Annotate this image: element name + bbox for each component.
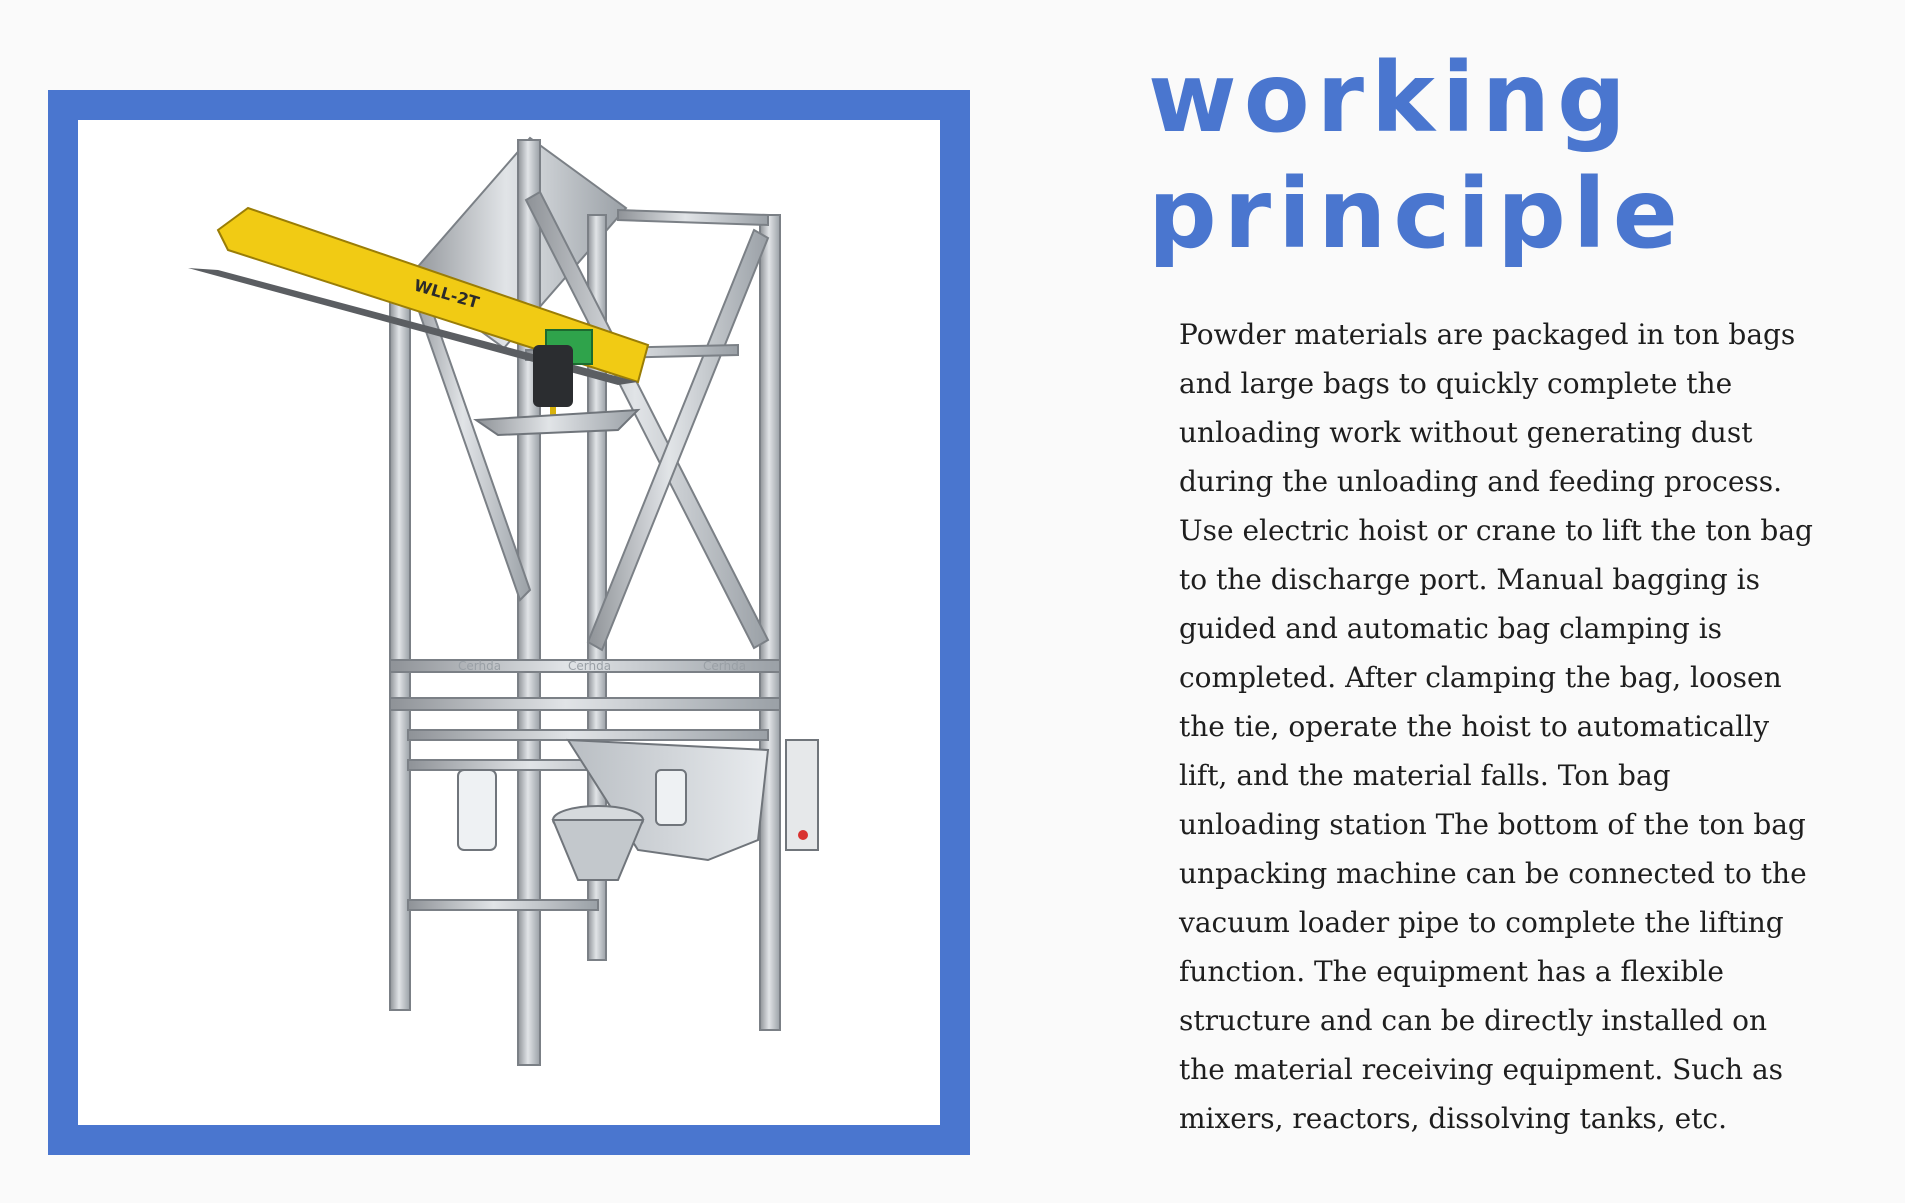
product-image-frame xyxy=(48,90,970,1155)
bag-unloading-station-illustration xyxy=(78,120,940,1125)
section-title xyxy=(1148,40,1685,272)
rail-label-center: Cerhda xyxy=(568,659,612,673)
beam-load-label: WLL-2T xyxy=(411,275,482,313)
description-paragraph: Powder materials are packaged in ton bags and large bags to quickly complete the unloading work without generating dust during the unloading and feeding process. Use electric hoist or crane to lift the ton bag to the discharge port. Manual bagging is guided and automatic bag clamping is completed. After clamping the bag, loosen the tie, operate the hoist to automatically lift, and the material falls. Ton bag unloading station The bottom of the ton bag unpacking machine can be connected to the vacuum loader pipe to complete the lifting function. The equipment has a flexible structure and can be directly installed on the material receiving equipment. Such as mixers, reactors, dissolving tanks, etc. xyxy=(1179,318,1813,1135)
product-image xyxy=(78,120,940,1125)
rail-label-right: Cerhda xyxy=(703,659,747,673)
title-line-1: working xyxy=(1148,42,1633,154)
rail-label-left: Cerhda xyxy=(458,659,502,673)
title-line-2: principle xyxy=(1148,158,1685,270)
